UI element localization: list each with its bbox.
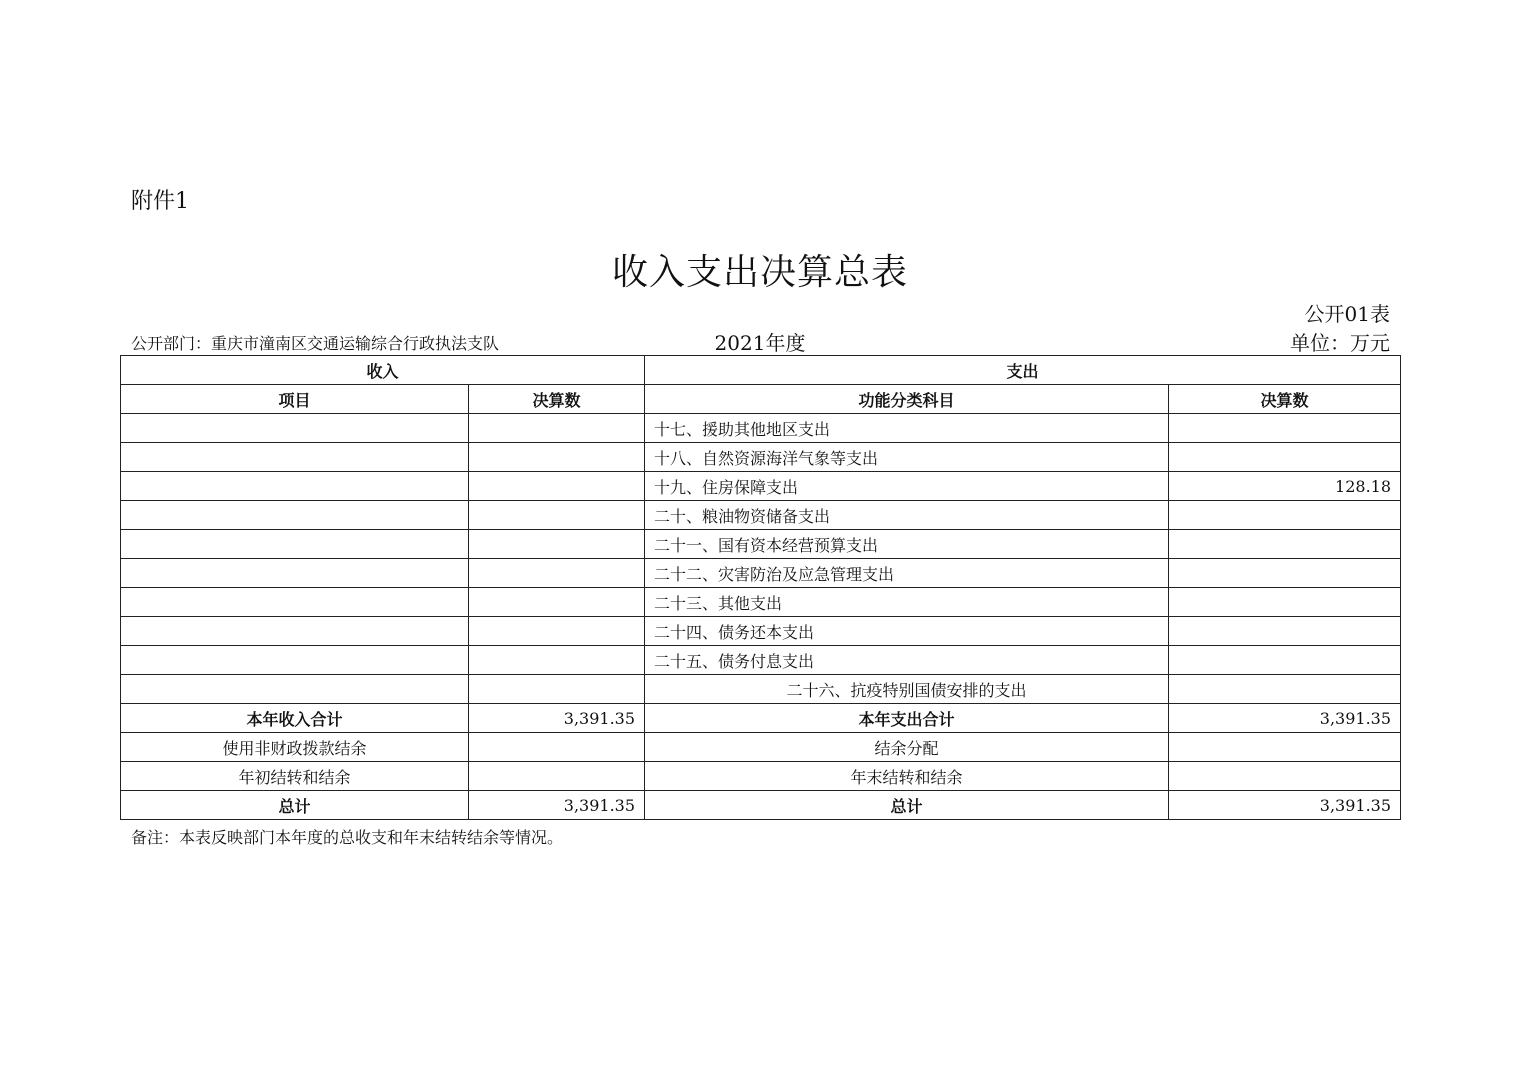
- expense-amount-cell: [1169, 414, 1401, 443]
- income-amount-cell: [469, 472, 645, 501]
- closing-carryover-amount: [1169, 762, 1401, 791]
- income-amount-cell: [469, 675, 645, 704]
- expense-amount-cell: [1169, 501, 1401, 530]
- table-row: [121, 414, 1401, 443]
- income-item-cell: [121, 501, 469, 530]
- expense-item-cell: 二十六、抗疫特别国债安排的支出: [645, 675, 1169, 704]
- fiscal-year: 2021年度: [714, 331, 806, 355]
- col-header-amount-expense: 决算数: [1169, 385, 1401, 414]
- expense-item-cell: 二十、粮油物资储备支出: [645, 501, 1169, 530]
- header-row-section: [121, 356, 1401, 385]
- table-row: [121, 675, 1401, 704]
- income-item-cell: [121, 530, 469, 559]
- expense-item-cell: 二十二、灾害防治及应急管理支出: [645, 559, 1169, 588]
- expense-item-cell: 二十四、债务还本支出: [645, 617, 1169, 646]
- income-item-cell: [121, 588, 469, 617]
- grand-total-row: [121, 791, 1401, 820]
- income-amount-cell: [469, 559, 645, 588]
- income-item-cell: [121, 443, 469, 472]
- non-fiscal-balance-amount: [469, 733, 645, 762]
- col-header-item: 项目: [121, 385, 469, 414]
- year-expense-total-amount: 3,391.35: [1169, 704, 1401, 733]
- income-item-cell: [121, 646, 469, 675]
- year-expense-total-label: 本年支出合计: [645, 704, 1169, 733]
- attachment-label: 附件1: [131, 189, 189, 214]
- header-row-columns: [121, 385, 1401, 414]
- table-row: [121, 588, 1401, 617]
- expense-amount-cell: 128.18: [1169, 472, 1401, 501]
- expense-item-cell: 二十三、其他支出: [645, 588, 1169, 617]
- unit-label: 单位：万元: [1290, 331, 1390, 355]
- income-grand-total-amount: 3,391.35: [469, 791, 645, 820]
- income-amount-cell: [469, 501, 645, 530]
- expense-amount-cell: [1169, 617, 1401, 646]
- income-item-cell: [121, 675, 469, 704]
- income-amount-cell: [469, 414, 645, 443]
- income-amount-cell: [469, 617, 645, 646]
- expense-grand-total-label: 总计: [645, 791, 1169, 820]
- carryover-row: [121, 762, 1401, 791]
- expense-item-cell: 十七、援助其他地区支出: [645, 414, 1169, 443]
- table-body: [121, 356, 1401, 820]
- table-row: [121, 530, 1401, 559]
- income-item-cell: [121, 472, 469, 501]
- balance-distribution-amount: [1169, 733, 1401, 762]
- expense-amount-cell: [1169, 530, 1401, 559]
- expense-item-cell: 二十一、国有资本经营预算支出: [645, 530, 1169, 559]
- opening-carryover-amount: [469, 762, 645, 791]
- income-item-cell: [121, 559, 469, 588]
- non-fiscal-balance-label: 使用非财政拨款结余: [121, 733, 469, 762]
- table-row: [121, 617, 1401, 646]
- expense-amount-cell: [1169, 588, 1401, 617]
- non-fiscal-row: [121, 733, 1401, 762]
- opening-carryover-label: 年初结转和结余: [121, 762, 469, 791]
- income-header: 收入: [121, 356, 645, 385]
- expense-item-cell: 二十五、债务付息支出: [645, 646, 1169, 675]
- income-grand-total-label: 总计: [121, 791, 469, 820]
- income-amount-cell: [469, 530, 645, 559]
- table-row: [121, 443, 1401, 472]
- income-expense-table: [120, 355, 1401, 820]
- income-item-cell: [121, 414, 469, 443]
- table-row: [121, 501, 1401, 530]
- page-title: 收入支出决算总表: [611, 252, 908, 293]
- income-amount-cell: [469, 443, 645, 472]
- table-row: [121, 559, 1401, 588]
- income-amount-cell: [469, 588, 645, 617]
- expense-item-cell: 十九、住房保障支出: [645, 472, 1169, 501]
- expense-item-cell: 十八、自然资源海洋气象等支出: [645, 443, 1169, 472]
- expense-header: 支出: [645, 356, 1401, 385]
- footnote: 备注：本表反映部门本年度的总收支和年末结转结余等情况。: [131, 828, 564, 847]
- expense-amount-cell: [1169, 559, 1401, 588]
- income-item-cell: [121, 617, 469, 646]
- year-income-total-amount: 3,391.35: [469, 704, 645, 733]
- expense-amount-cell: [1169, 646, 1401, 675]
- department-label: 公开部门：重庆市潼南区交通运输综合行政执法支队: [131, 334, 500, 353]
- income-amount-cell: [469, 646, 645, 675]
- col-header-amount: 决算数: [469, 385, 645, 414]
- expense-grand-total-amount: 3,391.35: [1169, 791, 1401, 820]
- form-number: 公开01表: [1304, 302, 1390, 326]
- col-header-function: 功能分类科目: [645, 385, 1169, 414]
- table-row: [121, 646, 1401, 675]
- balance-distribution-label: 结余分配: [645, 733, 1169, 762]
- expense-amount-cell: [1169, 675, 1401, 704]
- year-total-row: [121, 704, 1401, 733]
- closing-carryover-label: 年末结转和结余: [645, 762, 1169, 791]
- expense-amount-cell: [1169, 443, 1401, 472]
- table-row: [121, 472, 1401, 501]
- year-income-total-label: 本年收入合计: [121, 704, 469, 733]
